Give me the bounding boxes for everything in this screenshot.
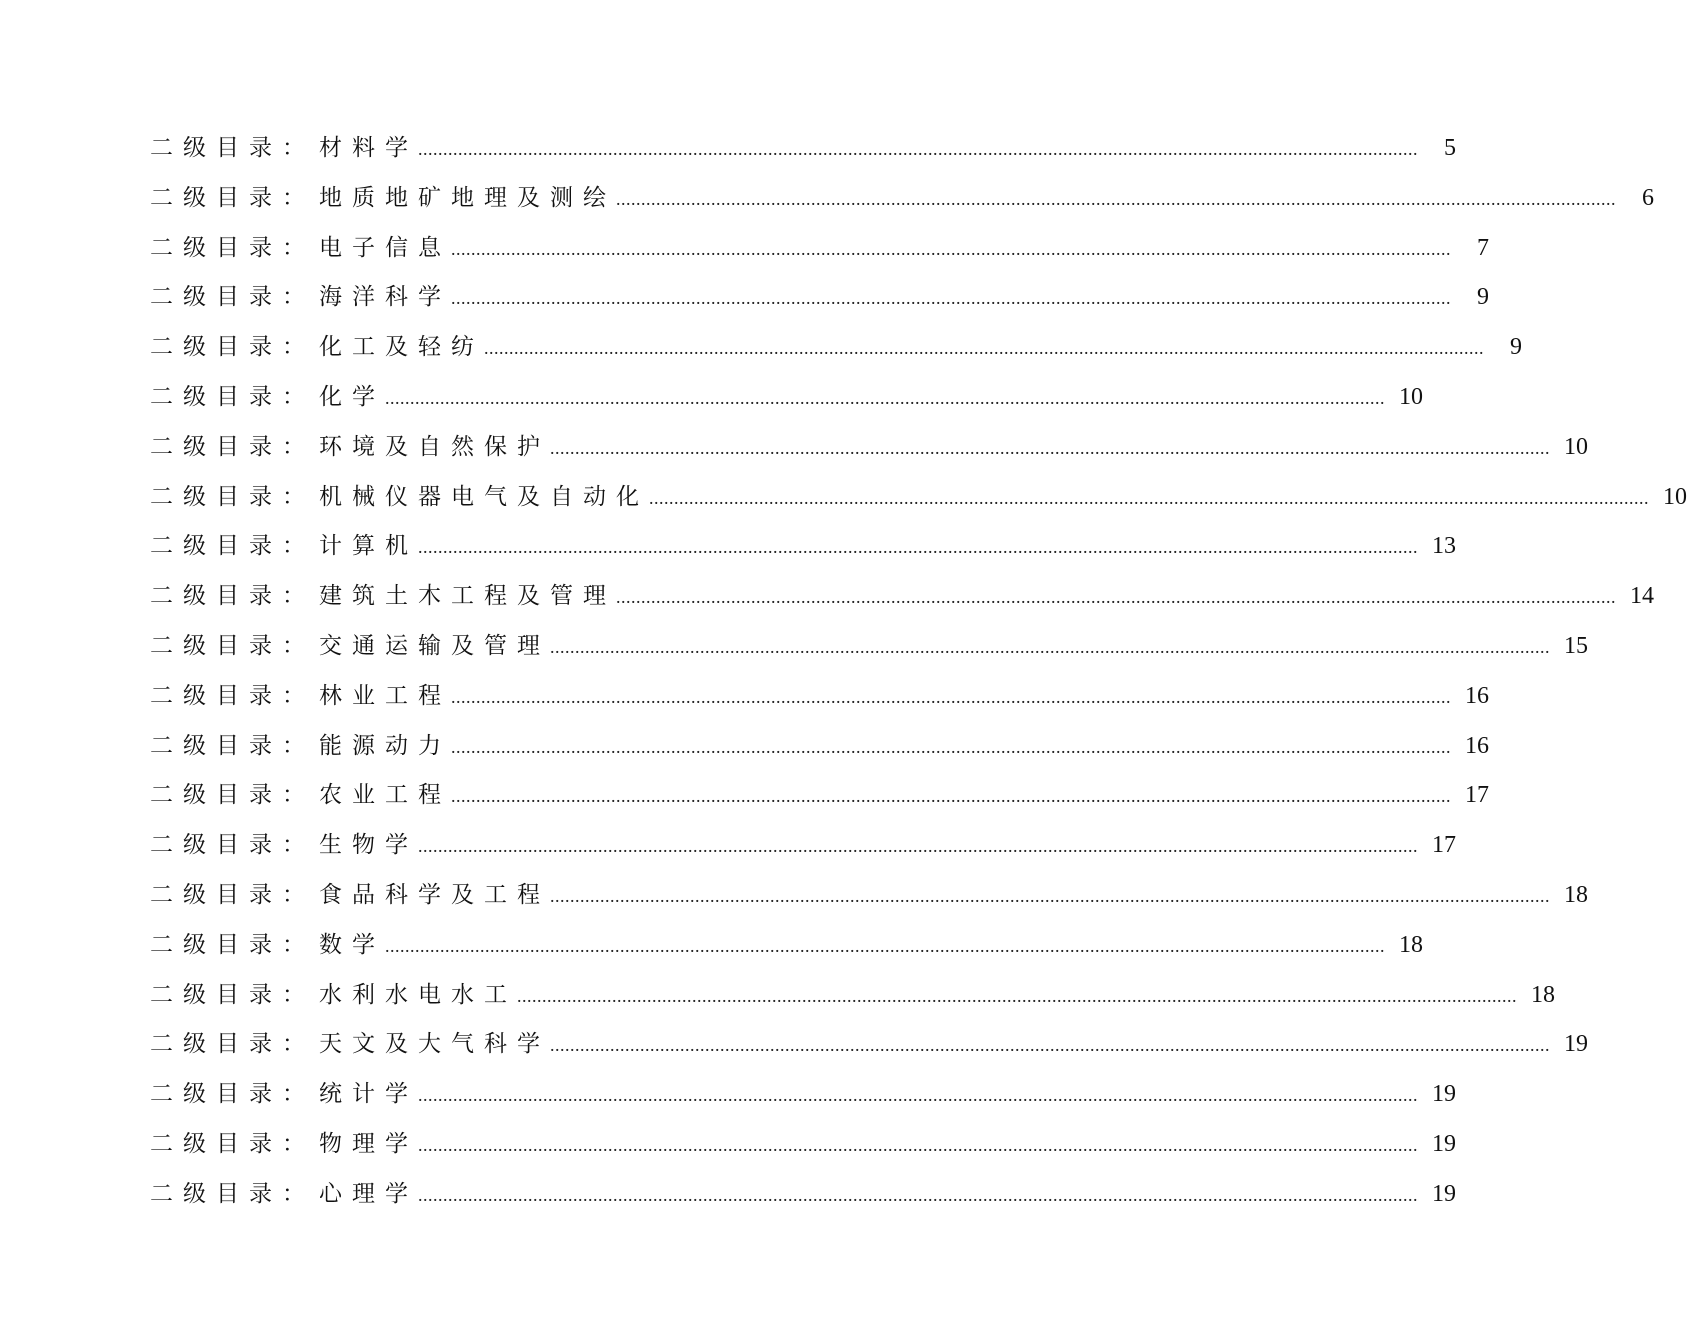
toc-entry[interactable] [150, 423, 1588, 473]
toc-entry[interactable] [150, 771, 1489, 821]
toc-entry-page-number: 10 [1564, 433, 1588, 460]
toc-entry-title[interactable]: 统计学 [319, 1081, 418, 1108]
toc-entry-prefix: 二级目录： [150, 1031, 315, 1058]
toc-entry-title[interactable]: 生物学 [319, 832, 418, 859]
toc-entry-title[interactable]: 心理学 [319, 1180, 418, 1207]
dot-leader: ........................................................................................................................................................................................................ [385, 387, 1385, 408]
dot-leader: ........................................................................................................................................................................................................ [418, 537, 1418, 558]
toc-entry-prefix: 二级目录： [150, 931, 315, 958]
toc-entry-title[interactable]: 电子信息 [319, 234, 451, 261]
toc-entry-page-number: 15 [1564, 632, 1588, 659]
table-of-contents [150, 124, 1687, 1220]
toc-entry-title[interactable]: 化工及轻纺 [319, 334, 484, 361]
toc-entry-page-number: 18 [1531, 981, 1555, 1008]
dot-leader: ........................................................................................................................................................................................................ [451, 238, 1451, 259]
toc-entry-prefix: 二级目录： [150, 682, 315, 709]
toc-entry-title[interactable]: 能源动力 [319, 732, 451, 759]
dot-leader: ........................................................................................................................................................................................................ [550, 885, 1550, 906]
toc-entry-prefix: 二级目录： [150, 632, 315, 659]
toc-entry-title[interactable]: 机械仪器电气及自动化 [319, 483, 649, 510]
toc-entry[interactable] [150, 1020, 1588, 1070]
dot-leader: ........................................................................................................................................................................................................ [451, 786, 1451, 807]
toc-entry[interactable] [150, 672, 1489, 722]
toc-entry-prefix: 二级目录： [150, 881, 315, 908]
toc-entry[interactable] [150, 971, 1555, 1021]
toc-entry-page-number: 10 [1399, 383, 1423, 410]
toc-entry[interactable] [150, 871, 1588, 921]
dot-leader: ........................................................................................................................................................................................................ [517, 985, 1517, 1006]
toc-entry[interactable] [150, 821, 1456, 871]
toc-entry[interactable] [150, 473, 1687, 523]
dot-leader: ........................................................................................................................................................................................................ [418, 1134, 1418, 1155]
toc-entry[interactable] [150, 124, 1456, 174]
toc-entry-page-number: 14 [1630, 583, 1654, 610]
toc-entry-prefix: 二级目录： [150, 782, 315, 809]
toc-entry[interactable] [150, 1070, 1456, 1120]
toc-entry-title[interactable]: 化学 [319, 383, 385, 410]
toc-entry-page-number: 18 [1399, 931, 1423, 958]
dot-leader: ........................................................................................................................................................................................................ [385, 935, 1385, 956]
toc-entry-page-number: 9 [1477, 284, 1489, 311]
toc-entry-prefix: 二级目录： [150, 1130, 315, 1157]
toc-entry-page-number: 19 [1432, 1081, 1456, 1108]
toc-entry-prefix: 二级目录： [150, 1180, 315, 1207]
dot-leader: ........................................................................................................................................................................................................ [418, 1085, 1418, 1106]
toc-entry-page-number: 13 [1432, 533, 1456, 560]
toc-entry-page-number: 9 [1510, 334, 1522, 361]
toc-entry[interactable] [150, 1170, 1456, 1220]
toc-entry-page-number: 19 [1432, 1180, 1456, 1207]
toc-entry-title[interactable]: 材料学 [319, 135, 418, 161]
toc-entry[interactable] [150, 622, 1588, 672]
toc-entry-prefix: 二级目录： [150, 135, 315, 161]
toc-entry-title[interactable]: 地质地矿地理及测绘 [319, 184, 616, 211]
toc-entry-title[interactable]: 林业工程 [319, 682, 451, 709]
toc-entry[interactable] [150, 273, 1489, 323]
toc-entry[interactable] [150, 323, 1522, 373]
dot-leader: ........................................................................................................................................................................................................ [451, 736, 1451, 757]
toc-entry-prefix: 二级目录： [150, 383, 315, 410]
toc-entry-page-number: 18 [1564, 881, 1588, 908]
toc-entry[interactable] [150, 373, 1423, 423]
toc-entry-page-number: 16 [1465, 682, 1489, 709]
toc-entry-page-number: 16 [1465, 732, 1489, 759]
dot-leader: ........................................................................................................................................................................................................ [616, 587, 1616, 608]
toc-entry-prefix: 二级目录： [150, 483, 315, 510]
toc-entry-prefix: 二级目录： [150, 732, 315, 759]
toc-entry-page-number: 19 [1432, 1130, 1456, 1157]
toc-entry-page-number: 19 [1564, 1031, 1588, 1058]
dot-leader: ........................................................................................................................................................................................................ [418, 836, 1418, 857]
toc-entry-title[interactable]: 食品科学及工程 [319, 881, 550, 908]
toc-entry-prefix: 二级目录： [150, 832, 315, 859]
dot-leader: ........................................................................................................................................................................................................ [616, 188, 1616, 209]
toc-entry[interactable] [150, 1120, 1456, 1170]
toc-entry-page-number: 7 [1477, 234, 1489, 261]
toc-entry-title[interactable]: 环境及自然保护 [319, 433, 550, 460]
toc-entry-page-number: 5 [1444, 135, 1456, 161]
toc-entry-title[interactable]: 交通运输及管理 [319, 632, 550, 659]
toc-entry-prefix: 二级目录： [150, 334, 315, 361]
dot-leader: ........................................................................................................................................................................................................ [649, 487, 1649, 508]
dot-leader: ........................................................................................................................................................................................................ [418, 1184, 1418, 1205]
toc-entry-prefix: 二级目录： [150, 981, 315, 1008]
toc-entry-page-number: 10 [1663, 483, 1687, 510]
toc-entry-page-number: 17 [1432, 832, 1456, 859]
toc-entry-title[interactable]: 计算机 [319, 533, 418, 560]
toc-entry[interactable] [150, 522, 1456, 572]
toc-entry-prefix: 二级目录： [150, 184, 315, 211]
toc-entry-title[interactable]: 水利水电水工 [319, 981, 517, 1008]
toc-entry-title[interactable]: 数学 [319, 931, 385, 958]
toc-entry[interactable] [150, 572, 1654, 622]
dot-leader: ........................................................................................................................................................................................................ [418, 139, 1418, 159]
toc-entry-prefix: 二级目录： [150, 533, 315, 560]
dot-leader: ........................................................................................................................................................................................................ [550, 437, 1550, 458]
toc-entry-prefix: 二级目录： [150, 234, 315, 261]
toc-entry-title[interactable]: 建筑土木工程及管理 [319, 583, 616, 610]
toc-entry[interactable] [150, 224, 1489, 274]
dot-leader: ........................................................................................................................................................................................................ [484, 338, 1484, 359]
toc-entry-prefix: 二级目录： [150, 583, 315, 610]
toc-entry-title[interactable]: 天文及大气科学 [319, 1031, 550, 1058]
toc-entry-prefix: 二级目录： [150, 433, 315, 460]
toc-entry-title[interactable]: 农业工程 [319, 782, 451, 809]
dot-leader: ........................................................................................................................................................................................................ [451, 686, 1451, 707]
toc-entry-page-number: 17 [1465, 782, 1489, 809]
toc-entry-prefix: 二级目录： [150, 284, 315, 311]
toc-entry-prefix: 二级目录： [150, 1081, 315, 1108]
toc-entry-title[interactable]: 海洋科学 [319, 284, 451, 311]
toc-entry[interactable] [150, 174, 1654, 224]
toc-entry-page-number: 6 [1642, 184, 1654, 211]
toc-entry[interactable] [150, 921, 1423, 971]
dot-leader: ........................................................................................................................................................................................................ [550, 636, 1550, 657]
dot-leader: ........................................................................................................................................................................................................ [550, 1035, 1550, 1056]
dot-leader: ........................................................................................................................................................................................................ [451, 288, 1451, 309]
toc-entry[interactable] [150, 722, 1489, 772]
toc-entry-title[interactable]: 物理学 [319, 1130, 418, 1157]
